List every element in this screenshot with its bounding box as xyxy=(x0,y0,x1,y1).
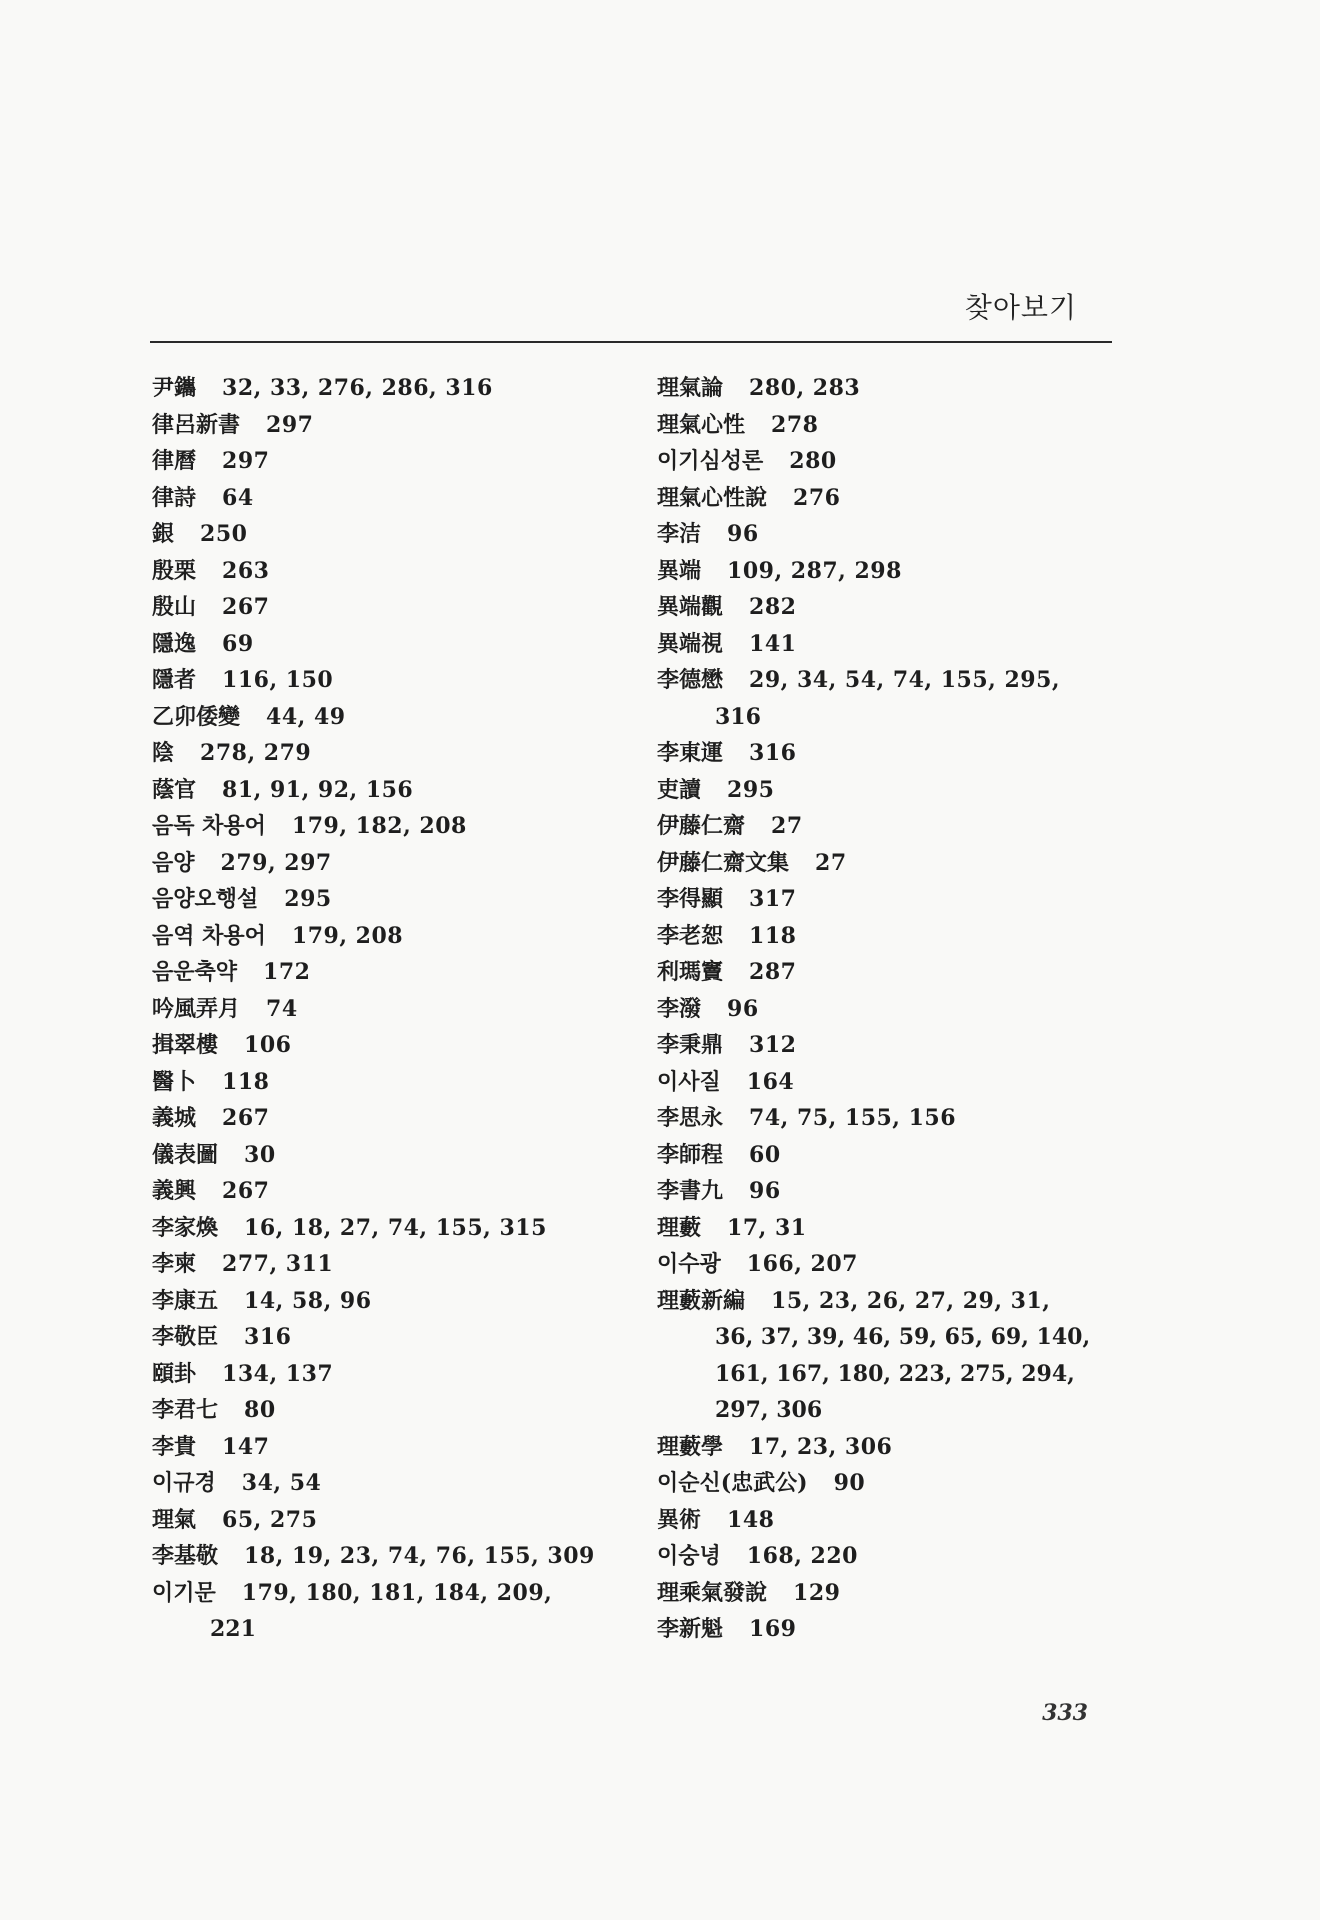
entry-pages: 27 xyxy=(771,813,803,839)
index-entry xyxy=(657,1502,1117,1539)
index-entry xyxy=(657,1173,1117,1210)
entry-pages: 14, 58, 96 xyxy=(244,1287,372,1314)
entry-term: 陰 xyxy=(152,740,175,766)
entry-pages: 317 xyxy=(749,886,797,912)
index-entry xyxy=(152,662,622,699)
index-entry xyxy=(657,1137,1117,1174)
index-entry xyxy=(657,662,1117,735)
index-entry xyxy=(152,589,622,626)
entry-term: 李思永 xyxy=(657,1105,724,1131)
entry-term: 理乘氣發說 xyxy=(657,1579,768,1606)
index-entry xyxy=(657,1210,1117,1247)
entry-pages: 280, 283 xyxy=(749,375,861,401)
entry-pages: 276 xyxy=(793,484,841,511)
entry-pages: 34, 54 xyxy=(241,1470,322,1496)
index-entry-continuation xyxy=(657,1356,1117,1393)
entry-pages-continued: 297, 306 xyxy=(715,1397,823,1423)
index-entry xyxy=(152,918,622,955)
index-entry xyxy=(152,845,622,882)
entry-term: 李師程 xyxy=(657,1141,724,1168)
index-entry xyxy=(152,1137,622,1174)
entry-pages: 267 xyxy=(222,1105,270,1131)
index-entry xyxy=(152,553,622,590)
index-entry xyxy=(152,1173,622,1210)
entry-pages: 280 xyxy=(789,448,837,474)
entry-term: 律詩 xyxy=(152,484,197,511)
entry-pages: 80 xyxy=(244,1397,276,1423)
index-entry xyxy=(657,991,1117,1028)
page-number: 333 xyxy=(1042,1700,1088,1726)
entry-term: 李老恕 xyxy=(657,922,724,949)
entry-pages: 172 xyxy=(263,959,311,985)
entry-pages: 316 xyxy=(244,1324,292,1350)
entry-term: 李基敬 xyxy=(152,1543,219,1569)
entry-term: 義城 xyxy=(152,1105,197,1131)
entry-term: 殷栗 xyxy=(152,557,197,584)
entry-pages-continued: 161, 167, 180, 223, 275, 294, xyxy=(715,1360,1075,1387)
entry-pages: 60 xyxy=(749,1141,781,1168)
entry-term: 李得顯 xyxy=(657,886,724,912)
index-entry xyxy=(657,1100,1117,1137)
index-entry xyxy=(152,1502,622,1539)
entry-pages: 134, 137 xyxy=(222,1360,334,1387)
entry-term: 李潑 xyxy=(657,995,702,1022)
entry-term: 李家煥 xyxy=(152,1214,219,1241)
entry-pages: 74, 75, 155, 156 xyxy=(749,1105,957,1131)
entry-term: 異端觀 xyxy=(657,594,724,620)
entry-pages-continued: 36, 37, 39, 46, 59, 65, 69, 140, xyxy=(715,1324,1091,1350)
index-entry xyxy=(657,480,1117,517)
entry-term: 李康五 xyxy=(152,1287,219,1314)
entry-term: 異術 xyxy=(657,1506,702,1533)
index-entry xyxy=(152,808,622,845)
index-entry xyxy=(152,1465,622,1502)
entry-term: 律呂新書 xyxy=(152,411,241,438)
entry-pages: 279, 297 xyxy=(220,849,332,876)
index-entry xyxy=(657,772,1117,809)
entry-pages: 179, 182, 208 xyxy=(291,813,467,839)
entry-term: 理氣心性說 xyxy=(657,484,768,511)
entry-pages: 118 xyxy=(222,1068,270,1095)
entry-term: 隱者 xyxy=(152,667,197,693)
entry-term: 음역 차용어 xyxy=(152,922,266,949)
entry-pages: 297 xyxy=(266,411,314,438)
index-entry xyxy=(657,407,1117,444)
index-entry xyxy=(657,808,1117,845)
index-entry xyxy=(657,1246,1117,1283)
index-entry xyxy=(657,1283,1117,1356)
entry-pages: 109, 287, 298 xyxy=(727,557,902,584)
entry-pages: 282 xyxy=(749,594,797,620)
entry-pages: 179, 208 xyxy=(291,922,404,949)
index-entry xyxy=(152,881,622,918)
entry-term: 李秉鼎 xyxy=(657,1032,724,1058)
entry-term: 隱逸 xyxy=(152,630,197,657)
entry-term: 李敬臣 xyxy=(152,1324,219,1350)
entry-term: 이기문 xyxy=(152,1579,216,1606)
entry-pages: 179, 180, 181, 184, 209, xyxy=(241,1579,553,1606)
entry-term: 揖翠樓 xyxy=(152,1032,219,1058)
index-entry xyxy=(152,991,622,1028)
index-column-left xyxy=(152,370,622,1648)
entry-pages: 30 xyxy=(244,1141,276,1168)
index-entry xyxy=(657,1538,1117,1575)
entry-pages: 168, 220 xyxy=(746,1543,858,1569)
entry-term: 理氣心性 xyxy=(657,411,746,438)
entry-term: 醫卜 xyxy=(152,1068,197,1095)
index-entry xyxy=(152,1283,622,1320)
index-entry xyxy=(152,480,622,517)
entry-term: 異端 xyxy=(657,557,702,584)
entry-pages: 148 xyxy=(727,1506,775,1533)
entry-pages: 29, 34, 54, 74, 155, 295, xyxy=(749,667,1061,693)
running-header-title: 찾아보기 xyxy=(964,291,1077,324)
index-entry xyxy=(152,954,622,991)
entry-pages: 96 xyxy=(749,1178,781,1204)
entry-pages: 129 xyxy=(793,1579,841,1606)
entry-term: 乙卯倭變 xyxy=(152,703,241,730)
index-column-right xyxy=(657,370,1117,1648)
entry-pages: 64 xyxy=(222,484,254,511)
entry-pages: 278 xyxy=(771,411,819,438)
entry-term: 李書九 xyxy=(657,1178,724,1204)
entry-pages-continued: 316 xyxy=(715,703,761,730)
entry-term: 李君七 xyxy=(152,1397,219,1423)
index-entry xyxy=(152,699,622,736)
entry-pages: 166, 207 xyxy=(746,1251,858,1277)
entry-pages: 164 xyxy=(746,1068,795,1095)
entry-term: 儀表圖 xyxy=(152,1141,219,1168)
entry-term: 異端視 xyxy=(657,630,724,657)
entry-term: 李貴 xyxy=(152,1433,197,1460)
entry-term: 義興 xyxy=(152,1178,197,1204)
index-entry xyxy=(657,1611,1117,1648)
index-entry xyxy=(152,735,622,772)
index-entry xyxy=(152,1210,622,1247)
index-entry xyxy=(152,1064,622,1101)
entry-pages: 17, 31 xyxy=(727,1214,807,1241)
index-entry xyxy=(152,443,622,480)
entry-pages: 18, 19, 23, 74, 76, 155, 309 xyxy=(244,1543,595,1569)
entry-pages: 69 xyxy=(222,630,254,657)
index-entry xyxy=(657,1575,1117,1612)
entry-pages: 15, 23, 26, 27, 29, 31, xyxy=(771,1287,1051,1314)
entry-term: 律曆 xyxy=(152,448,197,474)
entry-pages: 65, 275 xyxy=(222,1506,318,1533)
entry-term: 蔭官 xyxy=(152,776,197,803)
entry-pages: 44, 49 xyxy=(266,703,346,730)
entry-pages: 96 xyxy=(727,995,759,1022)
header-rule xyxy=(150,341,1112,343)
entry-pages: 147 xyxy=(222,1433,270,1460)
entry-term: 理氣 xyxy=(152,1506,197,1533)
entry-pages: 267 xyxy=(222,1178,270,1204)
entry-term: 음양 xyxy=(152,849,195,876)
entry-term: 理藪新編 xyxy=(657,1287,746,1314)
entry-pages: 90 xyxy=(833,1470,866,1496)
index-entry xyxy=(152,1027,622,1064)
entry-pages: 74 xyxy=(266,995,298,1022)
index-entry xyxy=(657,589,1117,626)
entry-pages: 278, 279 xyxy=(200,740,312,766)
index-entry xyxy=(657,1027,1117,1064)
entry-pages: 16, 18, 27, 74, 155, 315 xyxy=(244,1214,547,1241)
entry-term: 이숭녕 xyxy=(657,1543,721,1569)
entry-pages: 316 xyxy=(749,740,797,766)
entry-pages: 277, 311 xyxy=(222,1251,334,1277)
entry-pages: 287 xyxy=(749,959,797,985)
entry-term: 음운축약 xyxy=(152,959,238,985)
index-entry xyxy=(152,1575,622,1648)
entry-term: 理氣論 xyxy=(657,375,724,401)
index-entry xyxy=(657,1429,1117,1466)
index-entry xyxy=(657,553,1117,590)
index-entry xyxy=(657,918,1117,955)
index-entry xyxy=(152,1392,622,1429)
entry-term: 理藪學 xyxy=(657,1433,724,1460)
index-entry xyxy=(657,516,1117,553)
entry-pages: 17, 23, 306 xyxy=(749,1433,893,1460)
entry-term: 伊藤仁齋 xyxy=(657,813,746,839)
entry-pages: 250 xyxy=(200,521,248,547)
entry-term: 李柬 xyxy=(152,1251,197,1277)
entry-pages: 312 xyxy=(749,1032,797,1058)
index-entry xyxy=(152,1246,622,1283)
entry-pages: 295 xyxy=(284,886,332,912)
index-entry xyxy=(152,1319,622,1356)
entry-pages: 263 xyxy=(222,557,270,584)
entry-term: 음독 차용어 xyxy=(152,813,266,839)
index-entry xyxy=(152,1356,622,1393)
entry-pages: 295 xyxy=(727,776,775,803)
index-entry xyxy=(152,407,622,444)
entry-term: 銀 xyxy=(152,521,175,547)
entry-term: 李德懋 xyxy=(657,667,724,693)
entry-term: 殷山 xyxy=(152,594,197,620)
index-entry xyxy=(657,845,1117,882)
entry-term: 이기심성론 xyxy=(657,448,764,474)
entry-term: 이사질 xyxy=(657,1068,721,1095)
entry-pages: 96 xyxy=(727,521,759,547)
entry-pages: 116, 150 xyxy=(222,667,334,693)
index-entry xyxy=(657,1064,1117,1101)
entry-pages: 118 xyxy=(749,922,797,949)
entry-term: 李新魁 xyxy=(657,1616,724,1642)
entry-term: 이규경 xyxy=(152,1470,216,1496)
entry-pages: 81, 91, 92, 156 xyxy=(222,776,414,803)
entry-pages: 27 xyxy=(815,849,847,876)
entry-pages: 267 xyxy=(222,594,270,620)
index-entry xyxy=(152,370,622,407)
entry-term: 음양오행설 xyxy=(152,886,259,912)
entry-pages: 32, 33, 276, 286, 316 xyxy=(222,375,493,401)
index-entry xyxy=(152,516,622,553)
entry-term: 李東運 xyxy=(657,740,724,766)
entry-term: 伊藤仁齋文集 xyxy=(657,849,790,876)
entry-term: 이순신(忠武公) xyxy=(657,1470,808,1496)
index-entry xyxy=(657,735,1117,772)
index-entry xyxy=(657,626,1117,663)
index-entry xyxy=(152,1100,622,1137)
index-entry-continuation xyxy=(657,1392,1117,1429)
entry-term: 理藪 xyxy=(657,1214,702,1241)
entry-pages: 106 xyxy=(244,1032,292,1058)
entry-term: 吟風弄月 xyxy=(152,995,241,1022)
index-entry xyxy=(657,954,1117,991)
entry-pages: 169 xyxy=(749,1616,797,1642)
entry-term: 이수광 xyxy=(657,1251,721,1277)
entry-pages-continued: 221 xyxy=(210,1616,256,1642)
entry-term: 利瑪竇 xyxy=(657,959,724,985)
entry-pages: 297 xyxy=(222,448,270,474)
index-entry xyxy=(152,1538,622,1575)
index-entry xyxy=(657,370,1117,407)
index-entry xyxy=(152,626,622,663)
entry-term: 尹鑴 xyxy=(152,375,197,401)
entry-term: 李洁 xyxy=(657,521,702,547)
index-entry xyxy=(657,443,1117,480)
entry-pages: 141 xyxy=(749,630,797,657)
index-entry xyxy=(657,881,1117,918)
index-entry xyxy=(657,1465,1117,1502)
entry-term: 吏讀 xyxy=(657,776,702,803)
index-entry xyxy=(152,772,622,809)
index-entry xyxy=(152,1429,622,1466)
entry-term: 頤卦 xyxy=(152,1360,197,1387)
